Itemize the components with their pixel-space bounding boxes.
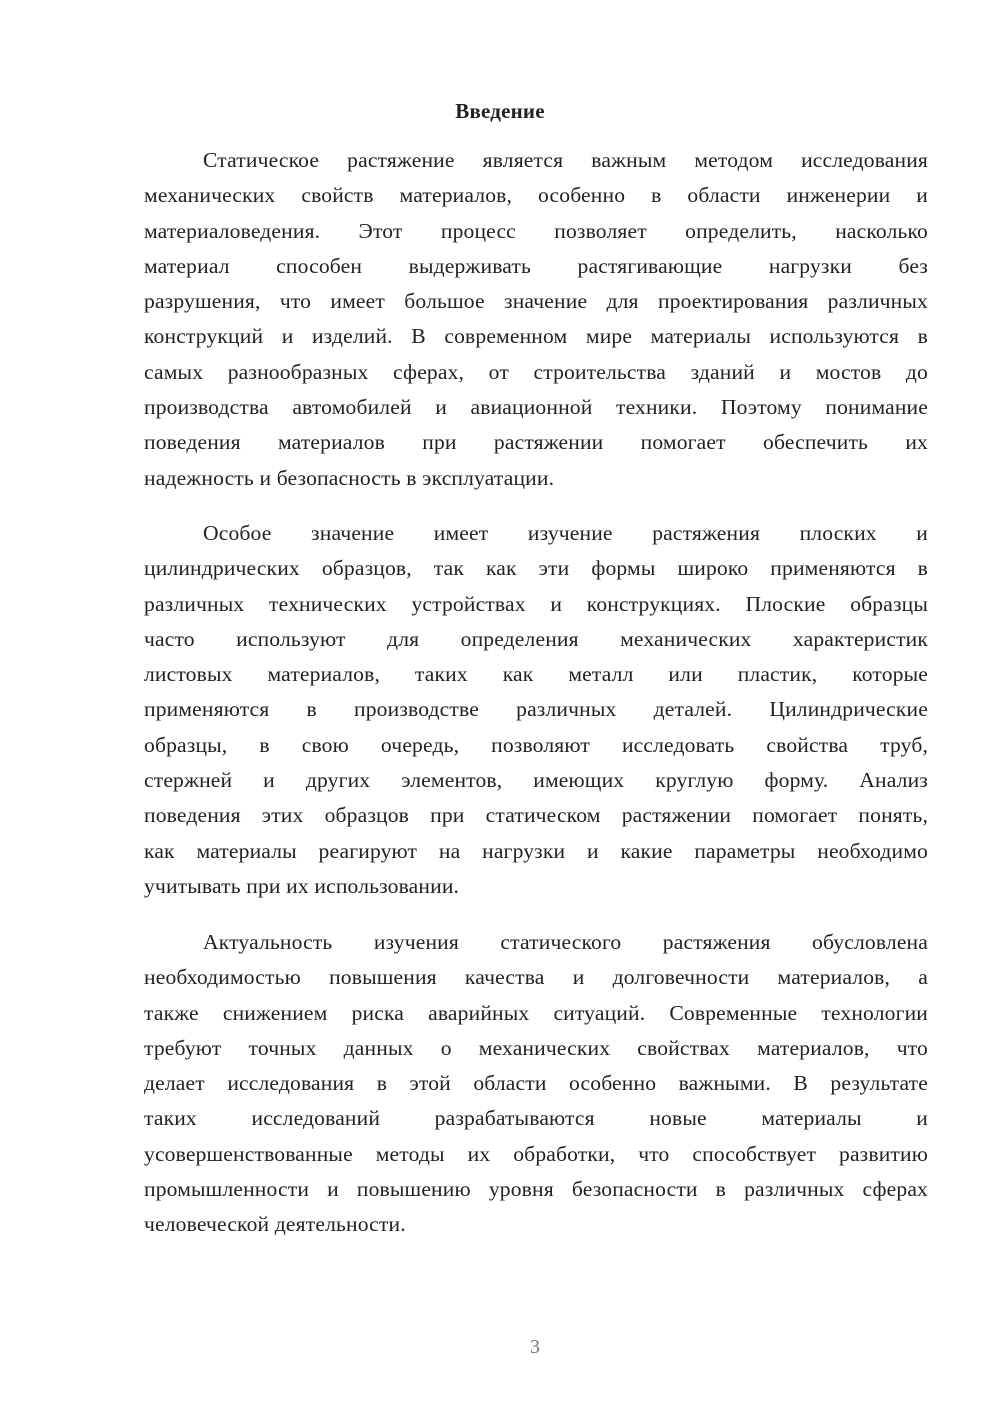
text-line: конструкций и изделий. В современном мире материалы используются в — [144, 324, 928, 349]
text-line: Актуальность изучения статического растяжения обусловлена — [203, 930, 928, 954]
text-line: цилиндрических образцов, так как эти формы широко применяются в — [144, 556, 928, 581]
text-line: стержней и других элементов, имеющих круглую форму. Анализ — [144, 768, 928, 793]
text-line: разрушения, что имеет большое значение для проектирования различных — [144, 289, 928, 314]
paragraph-3 — [144, 925, 928, 1243]
text-line: человеческой деятельности. — [144, 1212, 406, 1237]
text-line: необходимостью повышения качества и долговечности материалов, а — [144, 965, 928, 990]
text-line: также снижением риска аварийных ситуаций. Современные технологии — [144, 1000, 928, 1025]
text-line: материаловедения. Этот процесс позволяет определить, насколько — [144, 218, 928, 243]
paragraph-2 — [144, 516, 928, 904]
paragraph-1 — [144, 143, 928, 496]
text-line: делает исследования в этой области особенно важными. В результате — [144, 1071, 928, 1096]
text-line: поведения этих образцов при статическом растяжении помогает понять, — [144, 803, 928, 828]
text-line: материал способен выдерживать растягивающие нагрузки без — [144, 253, 928, 278]
text-line: как материалы реагируют на нагрузки и какие параметры необходимо — [144, 838, 928, 863]
text-line: Особое значение имеет изучение растяжения плоских и — [203, 521, 928, 545]
text-line: образцы, в свою очередь, позволяют исследовать свойства труб, — [144, 732, 928, 757]
page-number: 3 — [530, 1336, 540, 1358]
text-line: часто используют для определения механических характеристик — [144, 626, 928, 651]
text-line: механических свойств материалов, особенно в области инженерии и — [144, 183, 928, 208]
text-line: промышленности и повышению уровня безопасности в различных сферах — [144, 1177, 928, 1202]
text-line: различных технических устройствах и конструкциях. Плоские образцы — [144, 591, 928, 616]
text-line: учитывать при их использовании. — [144, 873, 460, 898]
text-line: усовершенствованные методы их обработки, что способствует развитию — [144, 1141, 928, 1166]
text-line: надежность и безопасность в эксплуатации. — [144, 465, 555, 490]
text-line: Статическое растяжение является важным методом исследования — [203, 148, 928, 172]
text-line: самых разнообразных сферах, от строительства зданий и мостов до — [144, 359, 928, 384]
text-line: требуют точных данных о механических свойствах материалов, что — [144, 1035, 928, 1060]
text-line: применяются в производстве различных деталей. Цилиндрические — [144, 697, 928, 722]
text-line: производства автомобилей и авиационной техники. Поэтому понимание — [144, 395, 928, 420]
text-line: таких исследований разрабатываются новые материалы и — [144, 1106, 928, 1131]
section-title: Введение — [455, 99, 545, 123]
text-line: поведения материалов при растяжении помогает обеспечить их — [144, 430, 928, 455]
text-line: листовых материалов, таких как металл или пластик, которые — [144, 662, 928, 687]
